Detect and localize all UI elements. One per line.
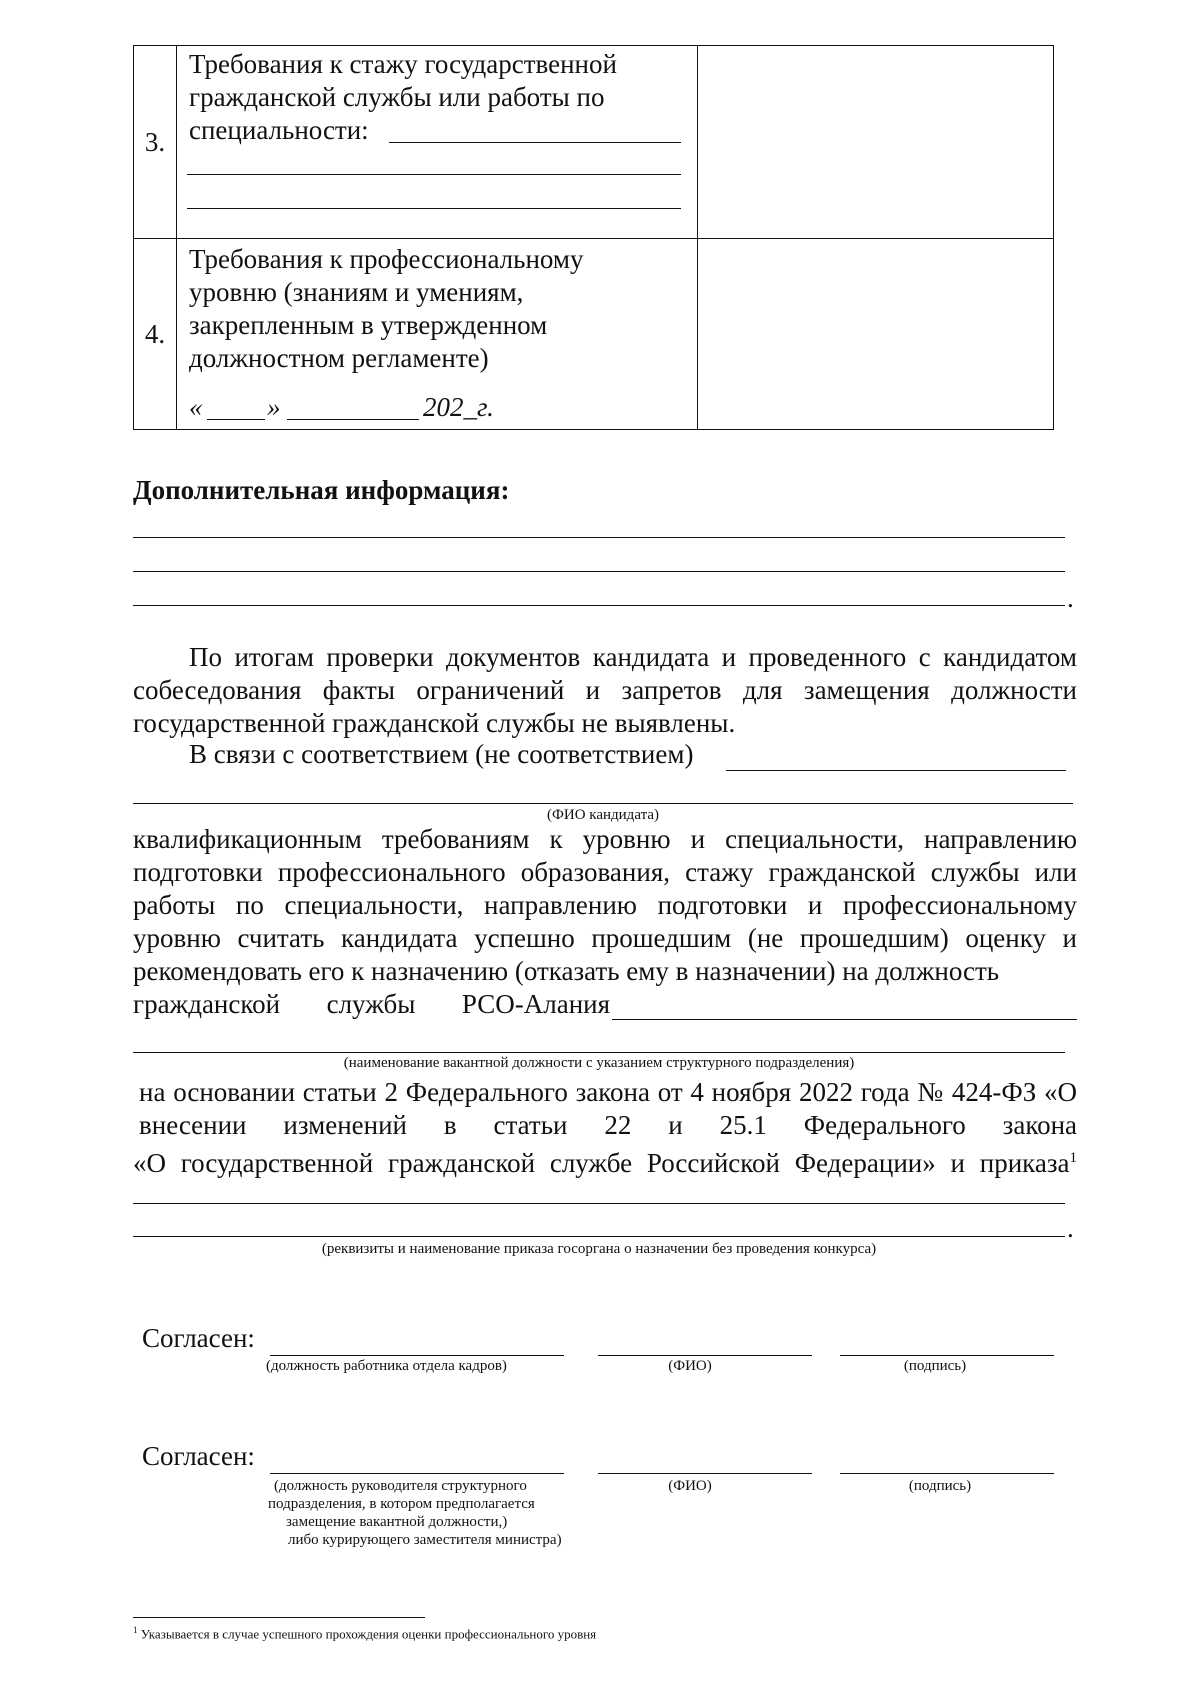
- role-caption-line: подразделения, в котором предполагается: [268, 1496, 535, 1512]
- position-signature-line[interactable]: [270, 1473, 564, 1474]
- paragraph-qualification-last: гражданской службы РСО-Алания: [133, 989, 611, 1019]
- sign-caption: (подпись): [908, 1478, 972, 1494]
- fill-line[interactable]: [133, 1203, 1065, 1204]
- fill-line[interactable]: [207, 419, 265, 420]
- position-caption: (наименование вакантной должности с указанием структурного подразделения): [343, 1055, 855, 1071]
- table-row: [134, 239, 1054, 430]
- fill-line[interactable]: [133, 537, 1065, 538]
- row-number: 4.: [134, 239, 177, 430]
- table-row: [134, 46, 1054, 239]
- date-close: »: [267, 392, 281, 422]
- additional-info-heading: Дополнительная информация:: [133, 475, 510, 505]
- footnote-separator: [133, 1617, 425, 1618]
- fill-line[interactable]: [187, 208, 681, 209]
- sign-caption: (подпись): [903, 1358, 967, 1374]
- position-signature-line[interactable]: [270, 1355, 564, 1356]
- footnote-mark: 1: [1069, 1150, 1077, 1166]
- fill-line[interactable]: [726, 770, 1066, 771]
- requirement-cell: [177, 239, 698, 430]
- agree-label: Согласен:: [142, 1323, 255, 1353]
- position-line[interactable]: [133, 1052, 1065, 1053]
- fio-caption: (ФИО): [668, 1478, 712, 1494]
- date-line: «: [189, 392, 203, 422]
- date-year: 202_г.: [423, 392, 494, 422]
- requirement-text: Требования к стажу государственной гражданской службы или работы по специальности:: [189, 49, 617, 145]
- fill-line[interactable]: [133, 605, 1065, 606]
- requirement-cell: [177, 46, 698, 239]
- order-caption: (реквизиты и наименование приказа госоргана о назначении без проведения конкурса): [321, 1241, 877, 1257]
- fill-line[interactable]: [389, 142, 681, 143]
- paragraph-compliance-start: В связи с соответствием (не соответствием): [189, 739, 694, 769]
- fio-caption: (ФИО кандидата): [547, 807, 659, 823]
- period: .: [1067, 1213, 1074, 1243]
- paragraph-legal-basis: на основании статьи 2 Федерального закона от 4 ноября 2022 года № 424-ФЗ «О внесении изменений в статьи 22 и 25.1 Федерального закона: [139, 1077, 1077, 1140]
- paragraph-qualification: квалификационным требованиям к уровню и специальности, направлению подготовки профессионального образования, стажу гражданской службы или работы по специальности, направлению подготовки и профессиональному уровню считать кандидата успешно прошедшим (не прошедшим) оценку и рекомендовать его к назначению (отказать ему в назначении) на должность: [133, 824, 1077, 986]
- paragraph-legal-basis-last: «О государственной гражданской службе Российской Федерации» и приказа$^1$: [133, 1148, 1077, 1178]
- role-caption-line: замещение вакантной должности,): [286, 1514, 508, 1530]
- requirements-table: [133, 45, 1054, 430]
- sign-signature-line[interactable]: [840, 1473, 1054, 1474]
- footnote: $^1$ Указывается в случае успешного прохождения оценки профессионального уровня: [133, 1625, 597, 1642]
- fill-line[interactable]: [187, 174, 681, 175]
- role-caption-line: (должность руководителя структурного: [274, 1478, 527, 1494]
- fio-signature-line[interactable]: [598, 1355, 812, 1356]
- fill-line[interactable]: [287, 419, 419, 420]
- sign-signature-line[interactable]: [840, 1355, 1054, 1356]
- agree-label: Согласен:: [142, 1441, 255, 1471]
- fio-signature-line[interactable]: [598, 1473, 812, 1474]
- fill-line[interactable]: [612, 1019, 1077, 1020]
- role-caption-line: либо курирующего заместителя министра): [288, 1532, 562, 1548]
- period: .: [1067, 583, 1074, 613]
- order-line[interactable]: [133, 1236, 1065, 1237]
- fill-line[interactable]: [133, 571, 1065, 572]
- candidate-name-line[interactable]: [133, 803, 1073, 804]
- empty-cell: [698, 239, 1054, 430]
- empty-cell: [698, 46, 1054, 239]
- paragraph-check-result: По итогам проверки документов кандидата и проведенного с кандидатом собеседования факты ограничений и запретов для замещения должности государственной гражданской службы не выявлены.: [133, 642, 1077, 738]
- requirement-text: Требования к профессиональному уровню (знаниям и умениям, закрепленным в утвержденном должностном регламенте): [189, 244, 584, 373]
- fio-caption: (ФИО): [668, 1358, 712, 1374]
- role-caption: (должность работника отдела кадров): [266, 1358, 507, 1374]
- row-number: 3.: [134, 46, 177, 239]
